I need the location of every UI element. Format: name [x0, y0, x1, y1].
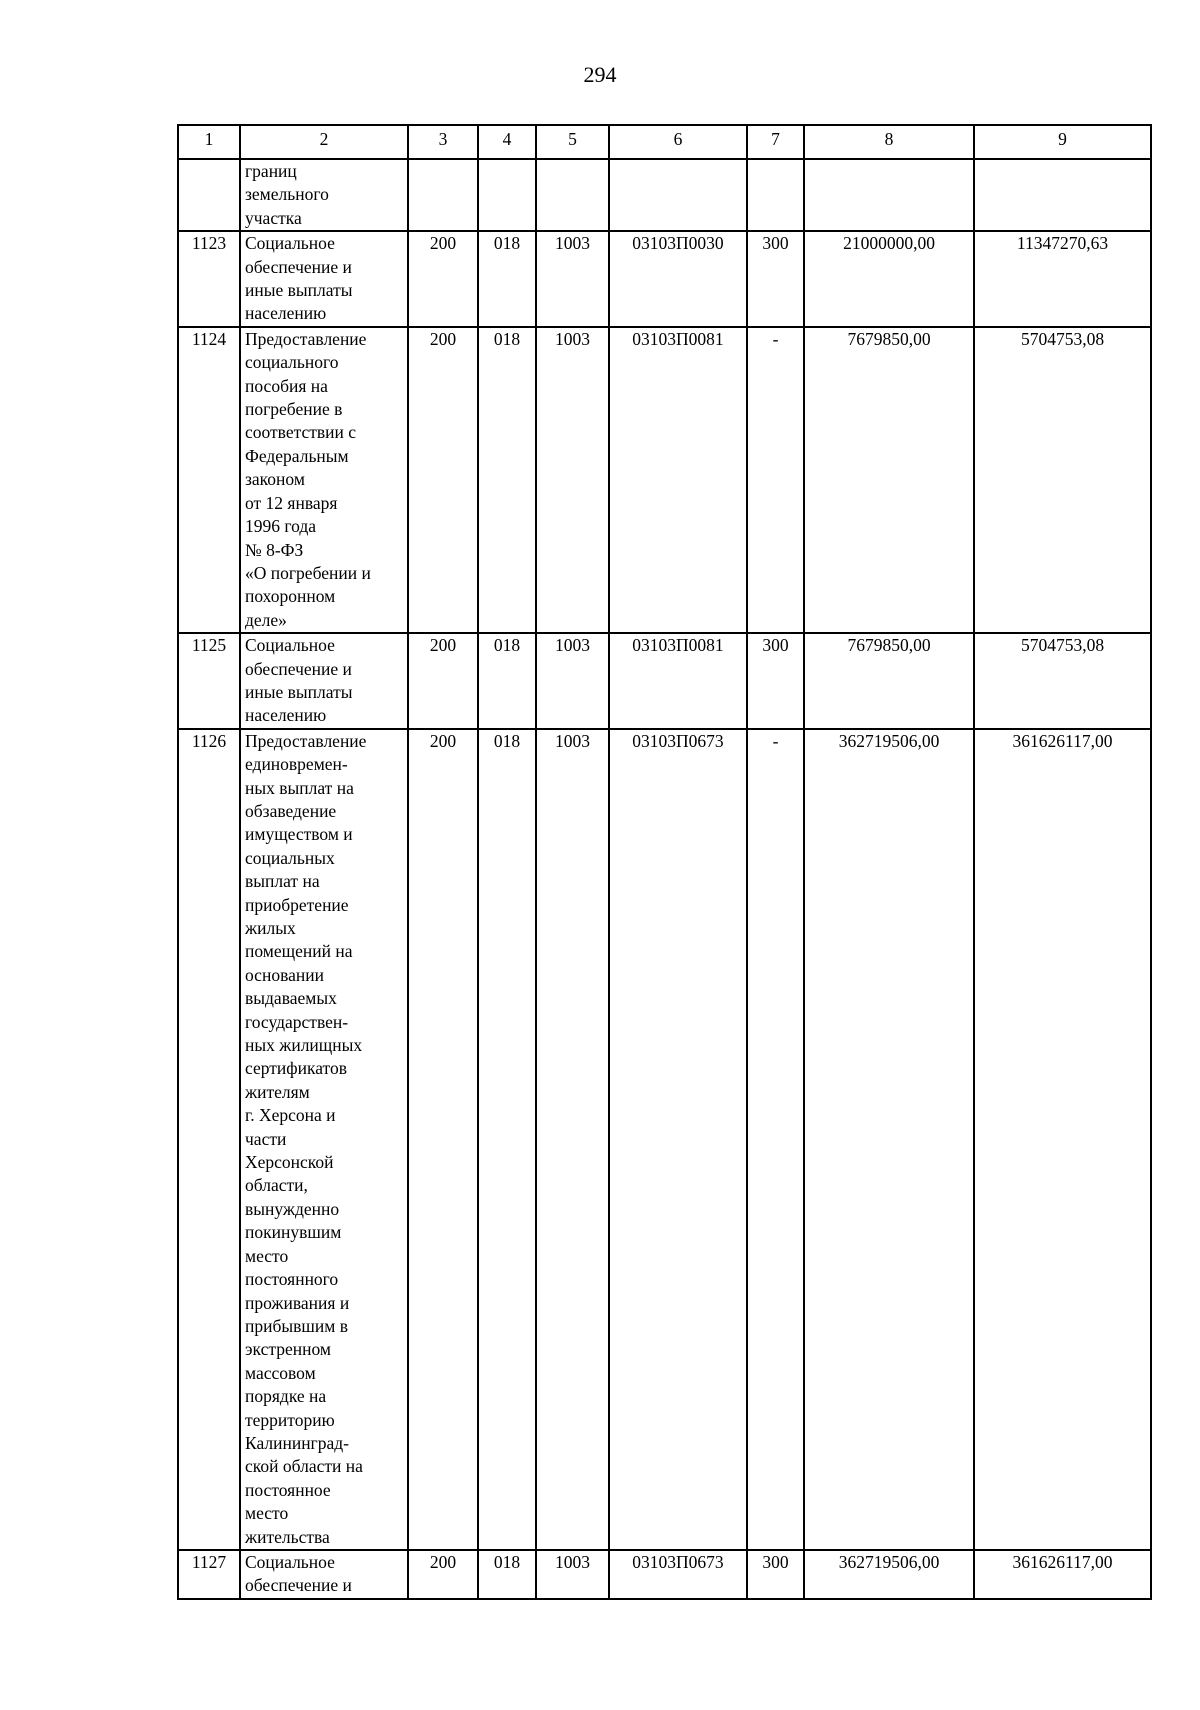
- item-name-line: экстренном: [245, 1339, 331, 1360]
- item-name-line: постоянного: [245, 1269, 339, 1290]
- column-header: 8: [804, 125, 974, 159]
- col-7-cell: 300: [747, 1550, 804, 1599]
- table-row: [178, 633, 1151, 729]
- col-7-cell: 300: [747, 231, 804, 327]
- item-name-line: место: [245, 1503, 289, 1524]
- col-4-cell: [478, 159, 536, 231]
- item-name-line: законом: [245, 469, 305, 490]
- item-name-line: № 8-ФЗ: [245, 539, 304, 560]
- col-3-cell: 200: [408, 729, 478, 1550]
- column-header: 5: [536, 125, 609, 159]
- column-header: 2: [240, 125, 408, 159]
- col-6-cell: 03103П0081: [609, 633, 747, 729]
- item-name-line: обеспечение и: [245, 1575, 352, 1596]
- item-name-line: области,: [245, 1175, 308, 1196]
- item-name-line: государствен-: [245, 1011, 349, 1032]
- column-header: 3: [408, 125, 478, 159]
- row-number-cell: 1126: [178, 729, 240, 1550]
- col-6-cell: 03103П0081: [609, 327, 747, 633]
- item-name-line: постоянное: [245, 1479, 331, 1500]
- table-row: [178, 159, 1151, 231]
- item-name-line: выдаваемых: [245, 988, 337, 1009]
- item-name-line: жителям: [245, 1081, 310, 1102]
- row-number-cell: [178, 159, 240, 231]
- item-name-line: единовремен-: [245, 754, 348, 775]
- col-9-cell: 5704753,08: [974, 327, 1151, 633]
- col-3-cell: 200: [408, 633, 478, 729]
- col-8-cell: 362719506,00: [804, 1550, 974, 1599]
- col-3-cell: 200: [408, 231, 478, 327]
- item-name-line: обеспечение и: [245, 658, 352, 679]
- table-row: [178, 327, 1151, 633]
- item-name-line: приобретение: [245, 894, 349, 915]
- table-row: [178, 1550, 1151, 1599]
- col-8-cell: 362719506,00: [804, 729, 974, 1550]
- item-name-line: покинувшим: [245, 1222, 342, 1243]
- item-name-line: выплат на: [245, 871, 320, 892]
- item-name-line: г. Херсона и: [245, 1105, 336, 1126]
- col-4-cell: 018: [478, 327, 536, 633]
- col-6-cell: 03103П0673: [609, 729, 747, 1550]
- col-5-cell: 1003: [536, 729, 609, 1550]
- col-4-cell: 018: [478, 1550, 536, 1599]
- item-name-line: обзаведение: [245, 800, 337, 821]
- item-name-line: ных выплат на: [245, 777, 354, 798]
- col-4-cell: 018: [478, 729, 536, 1550]
- item-name-line: жительства: [245, 1526, 330, 1547]
- col-8-cell: [804, 159, 974, 231]
- col-4-cell: 018: [478, 231, 536, 327]
- col-5-cell: 1003: [536, 1550, 609, 1599]
- item-name-line: Федеральным: [245, 445, 349, 466]
- row-number-cell: 1123: [178, 231, 240, 327]
- item-name-line: место: [245, 1245, 289, 1266]
- row-number-cell: 1127: [178, 1550, 240, 1599]
- item-name-line: ных жилищных: [245, 1035, 363, 1056]
- col-5-cell: 1003: [536, 231, 609, 327]
- item-name-line: Херсонской: [245, 1152, 334, 1173]
- col-7-cell: -: [747, 327, 804, 633]
- item-name-line: жилых: [245, 918, 296, 938]
- item-name-cell: [240, 231, 408, 327]
- item-name-line: границ: [245, 161, 297, 181]
- col-3-cell: [408, 159, 478, 231]
- item-name-line: погребение в: [245, 399, 343, 420]
- col-9-cell: 11347270,63: [974, 231, 1151, 327]
- col-9-cell: 361626117,00: [974, 1550, 1151, 1599]
- col-9-cell: 5704753,08: [974, 633, 1151, 729]
- item-name-line: территорию: [245, 1409, 335, 1430]
- col-7-cell: -: [747, 729, 804, 1550]
- col-7-cell: 300: [747, 633, 804, 729]
- item-name-line: сертификатов: [245, 1058, 347, 1079]
- item-name-line: вынужденно: [245, 1198, 340, 1219]
- item-name-line: Калининград-: [245, 1432, 349, 1453]
- col-3-cell: 200: [408, 327, 478, 633]
- col-8-cell: 21000000,00: [804, 231, 974, 327]
- item-name-line: населению: [245, 303, 327, 324]
- item-name-line: «О погребении и: [245, 562, 371, 583]
- item-name-line: социальных: [245, 847, 335, 868]
- item-name-line: Предоставление: [245, 730, 367, 751]
- column-header: 4: [478, 125, 536, 159]
- item-name-line: Социальное: [245, 1551, 335, 1572]
- column-header: 9: [974, 125, 1151, 159]
- col-6-cell: 03103П0673: [609, 1550, 747, 1599]
- row-number-cell: 1125: [178, 633, 240, 729]
- item-name-cell: [240, 159, 408, 231]
- item-name-line: обеспечение и: [245, 256, 352, 277]
- item-name-line: похоронном: [245, 586, 336, 607]
- column-header: 1: [178, 125, 240, 159]
- budget-table: [177, 124, 1152, 1600]
- table-body: [178, 125, 1151, 1599]
- item-name-line: от 12 января: [245, 492, 338, 513]
- item-name-line: населению: [245, 705, 327, 726]
- table-row: [178, 231, 1151, 327]
- column-header: 6: [609, 125, 747, 159]
- item-name-line: 1996 года: [245, 516, 317, 537]
- item-name-line: иные выплаты: [245, 280, 353, 301]
- item-name-cell: [240, 1550, 408, 1599]
- col-9-cell: 361626117,00: [974, 729, 1151, 1550]
- col-7-cell: [747, 159, 804, 231]
- item-name-cell: [240, 633, 408, 729]
- item-name-line: части: [245, 1128, 287, 1149]
- item-name-line: соответствии с: [245, 422, 357, 443]
- table-row: [178, 729, 1151, 1550]
- item-name-line: проживания и: [245, 1292, 350, 1313]
- item-name-line: участка: [245, 207, 302, 228]
- col-8-cell: 7679850,00: [804, 633, 974, 729]
- row-number-cell: 1124: [178, 327, 240, 633]
- item-name-line: массовом: [245, 1362, 316, 1383]
- col-8-cell: 7679850,00: [804, 327, 974, 633]
- table-header-row: [178, 125, 1151, 159]
- col-4-cell: 018: [478, 633, 536, 729]
- item-name-line: имуществом и: [245, 824, 353, 845]
- item-name-line: деле»: [245, 609, 287, 630]
- item-name-line: основании: [245, 964, 324, 985]
- item-name-line: ской области на: [245, 1456, 363, 1477]
- col-6-cell: 03103П0030: [609, 231, 747, 327]
- item-name-line: Предоставление: [245, 328, 367, 349]
- item-name-line: пособия на: [245, 375, 328, 396]
- col-5-cell: 1003: [536, 633, 609, 729]
- col-5-cell: 1003: [536, 327, 609, 633]
- item-name-line: прибывшим в: [245, 1315, 348, 1336]
- col-6-cell: [609, 159, 747, 231]
- item-name-cell: [240, 327, 408, 633]
- item-name-line: социального: [245, 352, 339, 373]
- column-header: 7: [747, 125, 804, 159]
- item-name-line: земельного: [245, 184, 329, 205]
- item-name-line: Социальное: [245, 233, 335, 254]
- item-name-line: Социальное: [245, 635, 335, 656]
- item-name-line: помещений на: [245, 941, 353, 962]
- page-number: 294: [583, 62, 617, 87]
- item-name-line: порядке на: [245, 1386, 327, 1407]
- col-9-cell: [974, 159, 1151, 231]
- item-name-line: иные выплаты: [245, 681, 353, 702]
- item-name-cell: [240, 729, 408, 1550]
- col-3-cell: 200: [408, 1550, 478, 1599]
- col-5-cell: [536, 159, 609, 231]
